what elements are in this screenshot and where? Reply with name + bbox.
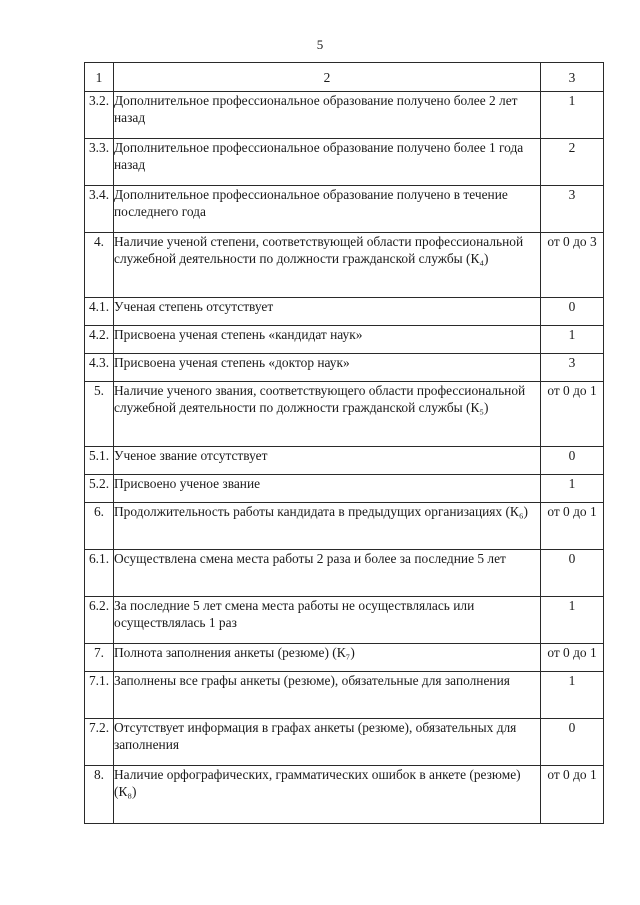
row-score: от 0 до 1 <box>541 503 604 550</box>
table-row <box>85 766 604 824</box>
row-criterion: Наличие ученого звания, соответствующего области профессиональной служебной деятельности по должности гражданской службы (К₅) <box>114 382 541 447</box>
row-criterion: Ученая степень отсутствует <box>114 298 541 326</box>
row-score: 1 <box>541 326 604 354</box>
row-score: 1 <box>541 597 604 644</box>
row-number: 4.2. <box>85 326 114 354</box>
table-row <box>85 550 604 597</box>
table-row <box>85 644 604 672</box>
row-criterion: Дополнительное профессиональное образование получено в течение последнего года <box>114 186 541 233</box>
row-score: 1 <box>541 672 604 719</box>
row-score: 0 <box>541 298 604 326</box>
row-score: 0 <box>541 719 604 766</box>
table-row <box>85 672 604 719</box>
header-col-3: 3 <box>541 63 604 92</box>
table-row <box>85 139 604 186</box>
table-row <box>85 298 604 326</box>
row-number: 8. <box>85 766 114 824</box>
row-score: от 0 до 1 <box>541 644 604 672</box>
page-number: 5 <box>316 37 324 52</box>
row-criterion: Наличие ученой степени, соответствующей области профессиональной служебной деятельности по должности гражданской службы (К₄) <box>114 233 541 298</box>
table-row <box>85 475 604 503</box>
table-row <box>85 354 604 382</box>
row-number: 4. <box>85 233 114 298</box>
table-row <box>85 382 604 447</box>
row-criterion: Продолжительность работы кандидата в предыдущих организациях (К₆) <box>114 503 541 550</box>
row-score: 2 <box>541 139 604 186</box>
row-number: 3.2. <box>85 92 114 139</box>
row-number: 4.3. <box>85 354 114 382</box>
row-criterion: За последние 5 лет смена места работы не осуществлялась или осуществлялась 1 раз <box>114 597 541 644</box>
row-score: 0 <box>541 447 604 475</box>
table-row <box>85 326 604 354</box>
row-criterion: Осуществлена смена места работы 2 раза и более за последние 5 лет <box>114 550 541 597</box>
row-number: 7.1. <box>85 672 114 719</box>
row-number: 6.1. <box>85 550 114 597</box>
row-number: 5.1. <box>85 447 114 475</box>
table-header-row <box>85 63 604 92</box>
table-row <box>85 92 604 139</box>
row-criterion: Ученое звание отсутствует <box>114 447 541 475</box>
row-score: 3 <box>541 354 604 382</box>
row-criterion: Дополнительное профессиональное образование получено более 1 года назад <box>114 139 541 186</box>
row-score: от 0 до 1 <box>541 382 604 447</box>
row-number: 3.4. <box>85 186 114 233</box>
row-number: 6.2. <box>85 597 114 644</box>
row-number: 7. <box>85 644 114 672</box>
criteria-table <box>84 62 604 824</box>
row-number: 3.3. <box>85 139 114 186</box>
row-score: 3 <box>541 186 604 233</box>
row-number: 6. <box>85 503 114 550</box>
row-criterion: Отсутствует информация в графах анкеты (резюме), обязательных для заполнения <box>114 719 541 766</box>
row-criterion: Присвоено ученое звание <box>114 475 541 503</box>
table-row <box>85 719 604 766</box>
row-number: 7.2. <box>85 719 114 766</box>
header-col-1: 1 <box>85 63 114 92</box>
row-score: от 0 до 1 <box>541 766 604 824</box>
header-col-2: 2 <box>114 63 541 92</box>
row-score: от 0 до 3 <box>541 233 604 298</box>
table-row <box>85 597 604 644</box>
row-number: 5.2. <box>85 475 114 503</box>
row-criterion: Присвоена ученая степень «доктор наук» <box>114 354 541 382</box>
table-row <box>85 233 604 298</box>
row-criterion: Присвоена ученая степень «кандидат наук» <box>114 326 541 354</box>
row-criterion: Дополнительное профессиональное образование получено более 2 лет назад <box>114 92 541 139</box>
row-criterion: Наличие орфографических, грамматических ошибок в анкете (резюме) (К₈) <box>114 766 541 824</box>
row-number: 5. <box>85 382 114 447</box>
row-criterion: Полнота заполнения анкеты (резюме) (К₇) <box>114 644 541 672</box>
row-number: 4.1. <box>85 298 114 326</box>
row-criterion: Заполнены все графы анкеты (резюме), обязательные для заполнения <box>114 672 541 719</box>
row-score: 1 <box>541 92 604 139</box>
table-row <box>85 447 604 475</box>
table-row <box>85 503 604 550</box>
row-score: 1 <box>541 475 604 503</box>
table-row <box>85 186 604 233</box>
row-score: 0 <box>541 550 604 597</box>
